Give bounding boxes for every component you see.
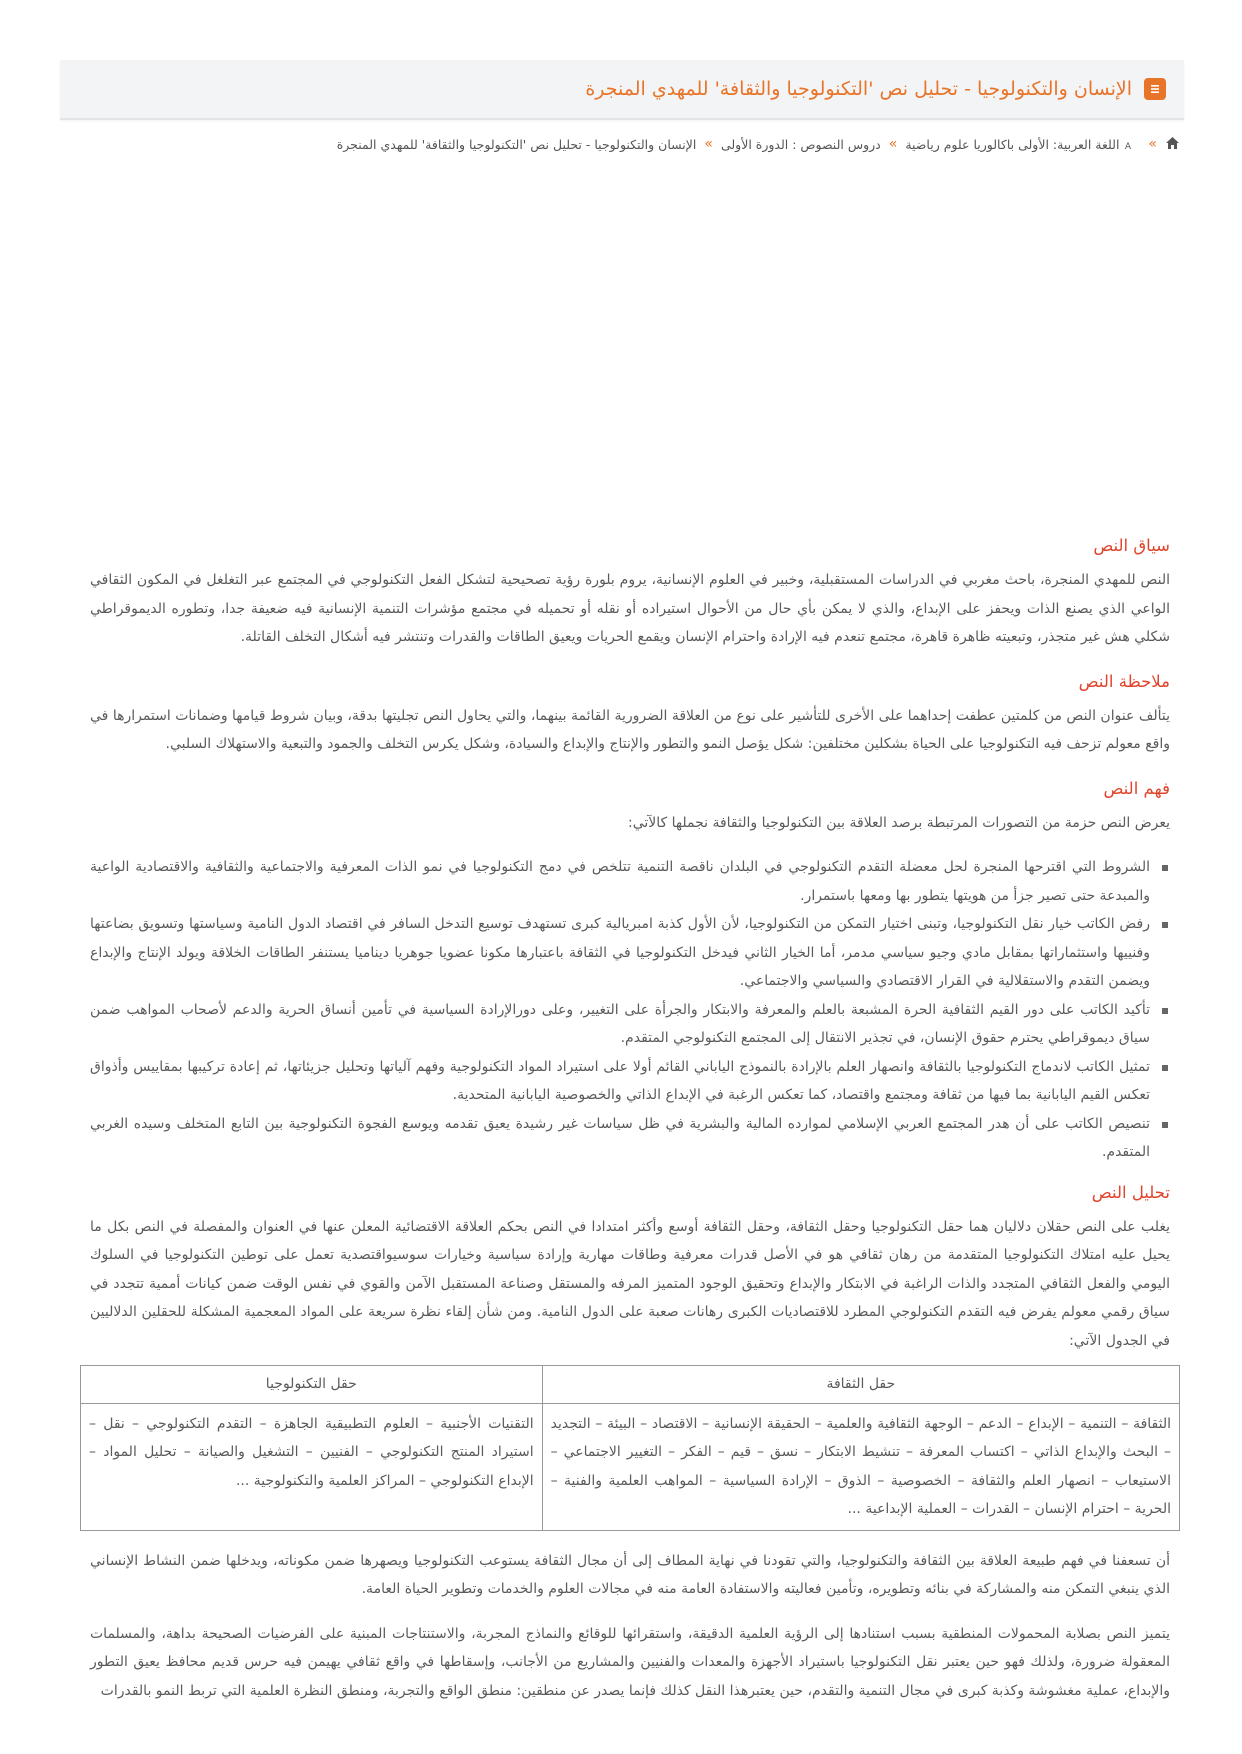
table-row <box>81 1403 1180 1530</box>
section-heading-observation: ملاحظة النص <box>1078 671 1170 691</box>
breadcrumb <box>60 135 1180 153</box>
understanding-list <box>90 853 1170 1167</box>
table-header-technology: حقل التكنولوجيا <box>81 1366 543 1404</box>
list-item: رفض الكاتب خيار نقل التكنولوجيا، وتبنى اختيار التمكن من التكنولوجيا، لأن الأول كذبة امبريالية كبرى تستهدف توسيع التدخل السافر في اقتصاد الدول النامية وسياستها وتسويق بضاعتها وفنييها واستثماراتها بمقابل مادي وجيو سياسي مدمر، أما الخيار الثاني فيدخل التكنولوجيا في الثقافة باعتبارها مكونا عضويا جوهريا ديناميا يستنفر الطاقات الخلاقة ويولد الإنتاج والإبداع ويضمن التقدم والاستقلالية في القرار الاقتصادي والسياسي والاجتماعي. <box>90 910 1150 996</box>
breadcrumb-separator: » <box>888 136 898 152</box>
breadcrumb-current: الإنسان والتكنولوجيا - تحليل نص 'التكنولوجيا والثقافة' للمهدي المنجرة <box>336 136 697 152</box>
home-icon[interactable] <box>1165 136 1180 153</box>
analysis-final: يتميز النص بصلابة المحمولات المنطقية بسبب استنادها إلى الرؤية العلمية الدقيقة، واستقرائها للوقائع والنماذج المجربة، والاستنتاجات المبنية على الفرضيات الصحيحة بداهة، والمسلمات المعقولة ضرورة، ولذلك فهو حين يعتبر نقل التكنولوجيا باستيراد الأجهزة والمعدات والفنيين والمشاريع من الأجانب، وإسقاطها في واقع ثقافي يهيمن فيه حرس قديم محافظ يعيق التطور والإبداع، عملية مغشوشة وكذبة كبرى في مجال التنمية والتقدم، حين يعتبرهذا النقل كذلك فإنما يصدر عن منطقين: منطق الواقع والتجربة، ومنطق النظرة العلمية التي تربط النمو بالقدرات <box>90 1625 1170 1699</box>
context-paragraph: النص للمهدي المنجرة، باحث مغربي في الدراسات المستقبلية، وخبير في العلوم الإنسانية، يروم بلورة رؤية تصحيحية لتشكل الفعل التكنولوجي في المجتمع عبر التغلغل في المكون الثقافي الواعي الذي يصنع الذات ويحفز على الإبداع، والذي لا يمكن بأي حال من الأحوال استيراده أو نقله أو تحميله في مجتمع مؤشرات التنمية الإنسانية فيه ضعيفة جدا، وتطوره الديموقراطي شكلي هش غير متجذر، وتبعيته ظاهرة قاهرة، مجتمع تنعدم فيه الإرادة واحترام الإنسان ويقمع الحريات ويعيق الطاقات والقدرات وتنتشر فيه أشكال التخلف القاتلة. <box>90 572 1170 645</box>
list-item: تأكيد الكاتب على دور القيم الثقافية الحرة المشبعة بالعلم والمعرفة والابتكار والجرأة على التغيير، وعلى دورالإرادة السياسية في تأمين أنساق الحرية والدعم لأصحاب المواهب ضمن سياق ديموقراطي يحترم حقوق الإنسان، في تجذير الانتقال إلى المجتمع التكنولوجي المتقدم. <box>90 996 1150 1053</box>
table-header-culture: حقل الثقافة <box>542 1366 1179 1404</box>
analysis-intro: يغلب على النص حقلان دلاليان هما حقل التكنولوجيا وحقل الثقافة، وحقل الثقافة أوسع وأكثر امتدادا في النص بحكم العلاقة الاقتضائية المعلن عنها في العنوان والمفصلة في النص بكل ما يحيل عليه امتلاك التكنولوجيا المتقدمة من رهان ثقافي هو في الأصل قدرات معرفية وطاقات مهارية وإرادة سياسية وخيارات سوسيواقتصدية تعمل على توطين التكنولوجيا في السلوك اليومي والفعل الثقافي المتجدد والذات الراغبة في الابتكار والإبداع وتحقيق الوجود المتميز المرفه والمستقل وصناعة المستقبل الآمن والقوي في نفس الوقت ضمن كيانات أممية تتجدد في سياق رقمي معولم يفرض فيه التقدم التكنولوجي المطرد للاقتصاديات الكبرى رهانات صعبة على الدول النامية. ومن شأن إلقاء نظرة سريعة على المواد المعجمية المشكلة للحقلين الدلاليين في الجدول الآتي: <box>90 1218 1170 1349</box>
page-title: الإنسان والتكنولوجيا - تحليل نص 'التكنولوجيا والثقافة' للمهدي المنجرة <box>585 78 1132 100</box>
list-item: الشروط التي اقترحها المنجرة لحل معضلة التقدم التكنولوجي في البلدان ناقصة التنمية تتلخص في دمج التكنولوجيا في نمو الذات المعرفية والاجتماعية والثقافية والاقتصادية الواعية والمبدعة حتى تصير جزأ من هويتها يتطور بها ومعها باستمرار. <box>90 853 1150 910</box>
list-item: تمثيل الكاتب لاندماج التكنولوجيا بالثقافة وانصهار العلم بالإرادة بالنموذج الياباني القائم أولا على استيراد المواد التكنولوجية وفهم آلياتها وتحليل جزيئاتها، ثم إعادة تركيبها بمقاييس وأذواق تعكس القيم اليابانية بما فيها من ثقافة ومجتمع واقتصاد، كما تعكس الرغبة في الإبداع الذاتي والخصوصية اليابانية المتحدية. <box>90 1053 1150 1110</box>
breadcrumb-separator: » <box>704 136 713 152</box>
section-heading-understanding: فهم النص <box>1103 778 1170 798</box>
document-icon <box>1144 78 1166 100</box>
table-cell-technology: التقنيات الأجنبية – العلوم التطبيقية الجاهزة – التقدم التكنولوجي – نقل – استيراد المنتج التكنولوجي – الفنيين – التشغيل والصيانة – تحليل المواد – الإبداع التكنولوجي – المراكز العلمية والتكنولوجية ... <box>81 1403 543 1530</box>
table-cell-culture: الثقافة – التنمية – الإبداع – الدعم – الوجهة الثقافية والعلمية – الحقيقة الإنسانية – الاقتصاد – البيئة – التجديد – البحث والإبداع الذاتي – اكتساب المعرفة – تنشيط الابتكار – نسق – قيم – الفكر – التغيير الاجتماعي – الاستيعاب – انصهار العلم والثقافة – الخصوصية – الذوق – الإرادة السياسية – المواهب العلمية والفنية – الحرية – احترام الإنسان – القدرات – العملية الإبداعية ... <box>542 1403 1179 1530</box>
translate-icon <box>1123 135 1140 153</box>
section-heading-analysis: تحليل النص <box>1091 1182 1170 1202</box>
analysis-after-table: أن تسعفنا في فهم طبيعة العلاقة بين الثقافة والتكنولوجيا، والتي تقودنا في نهاية المطاف إلى أن مجال الثقافة يستوعب التكنولوجيا ويصهرها ضمن مكوناته، ويدخلها ضمن النشاط الإنساني الذي ينبغي التمكن منه والمشاركة في بنائه وتطويره، وتأمين فعاليته والاستفادة العامة منه في مجالات العلوم والخدمات وتطوير الحياة العامة. <box>90 1552 1170 1597</box>
semantic-fields-table <box>80 1365 1180 1531</box>
page-title-bar <box>60 60 1184 120</box>
breadcrumb-link-lessons[interactable]: دروس النصوص : الدورة الأولى <box>720 136 881 152</box>
list-item: تنصيص الكاتب على أن هدر المجتمع العربي الإسلامي لموارده المالية والبشرية في ظل سياسات غير رشيدة يعيق تقدمه ويوسع الفجوة التكنولوجية بين التابع المتخلف وسيده الغربي المتقدم. <box>90 1110 1150 1167</box>
svg-text:A: A <box>1125 142 1132 150</box>
article-content <box>90 532 1170 1721</box>
breadcrumb-link-subject[interactable]: اللغة العربية: الأولى باكالوريا علوم رياضية <box>905 136 1120 152</box>
understanding-intro: يعرض النص حزمة من التصورات المرتبطة برصد العلاقة بين التكنولوجيا والثقافة نجملها كالآتي: <box>627 814 1170 831</box>
breadcrumb-separator: » <box>1148 136 1157 152</box>
section-heading-context: سياق النص <box>1093 536 1170 555</box>
observation-paragraph: يتألف عنوان النص من كلمتين عطفت إحداهما على الأخرى للتأشير على نوع من العلاقة الضرورية القائمة بينهما، والتي يحاول النص تجليتها بدقة، وبيان شروط قيامها وضمانات استمرارها في واقع معولم تزحف فيه التكنولوجيا على الحياة بشكلين مختلفين: شكل يؤصل النمو والتطور والإنتاج والإبداع والسيادة، وشكل يكرس التخلف والجمود والتبعية والاستهلاك السلبي. <box>90 707 1170 752</box>
